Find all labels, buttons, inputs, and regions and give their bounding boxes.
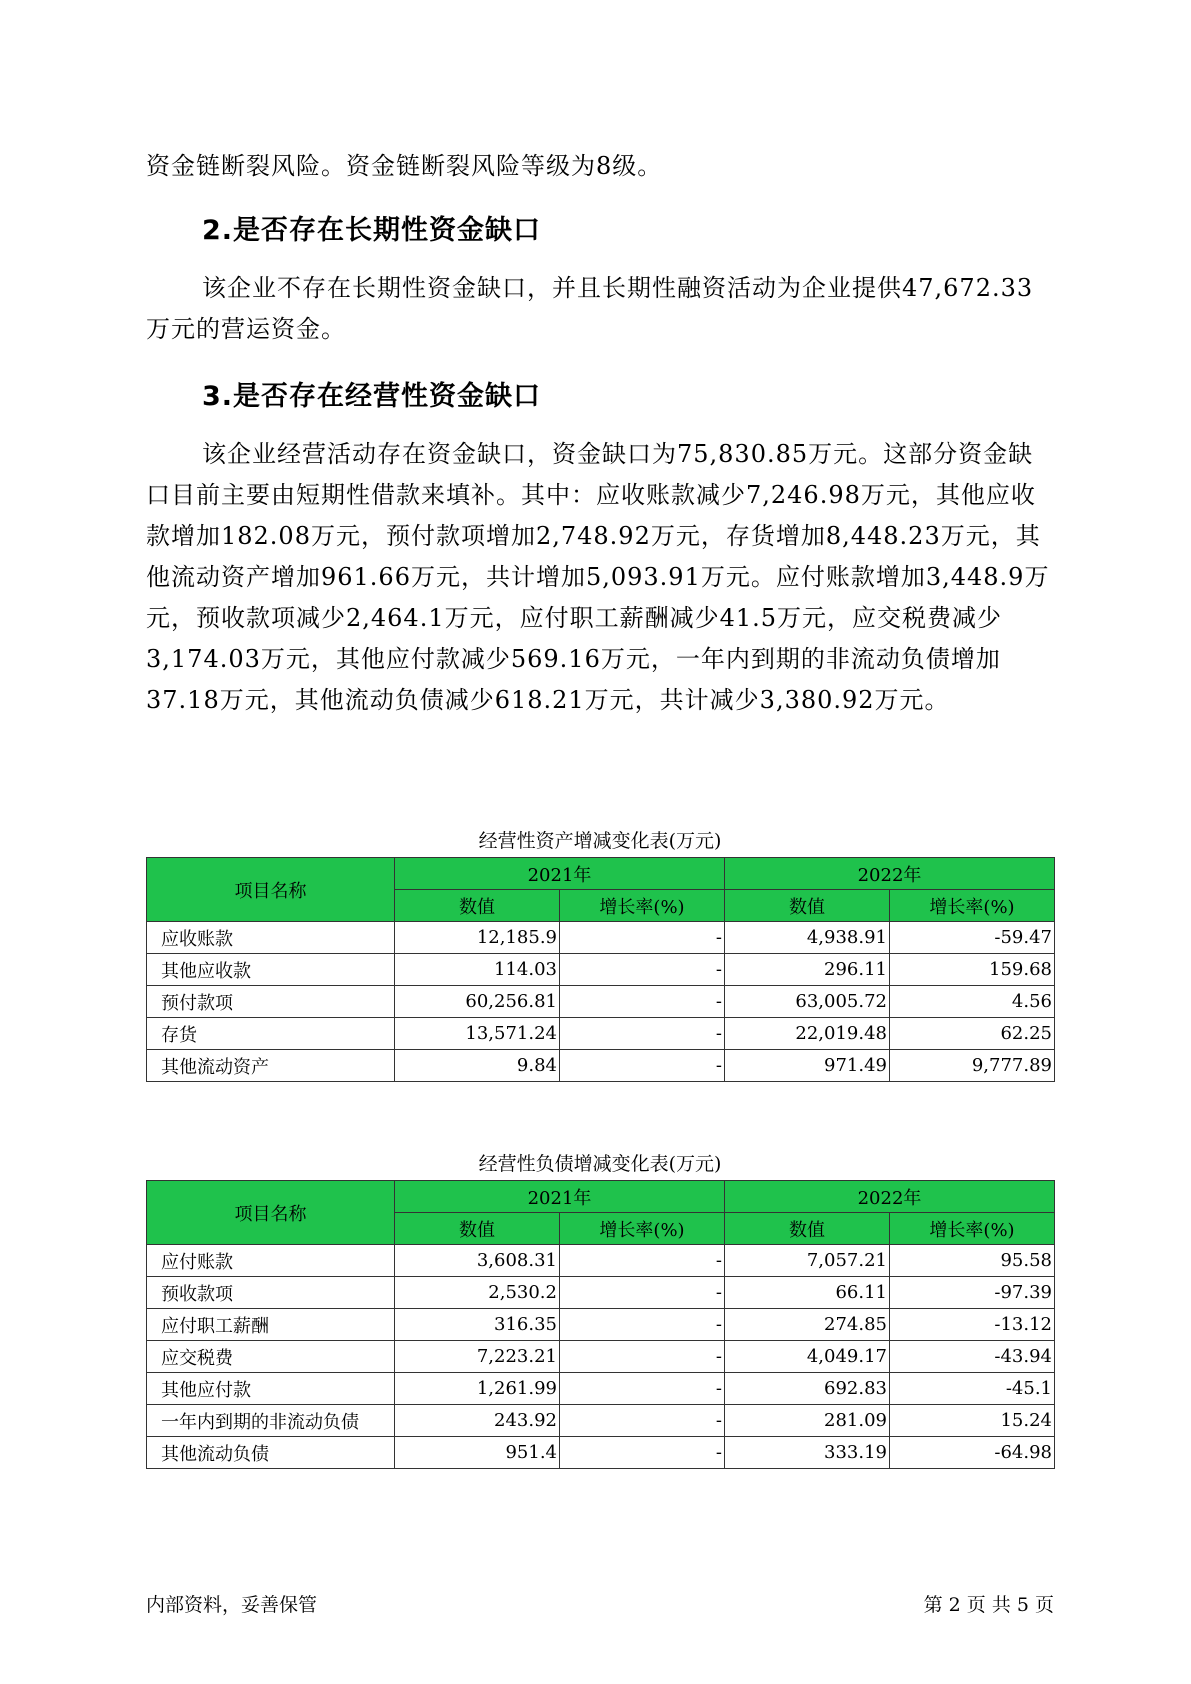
- row-value-2021: 2,530.2: [395, 1277, 560, 1309]
- row-growth-2021: -: [560, 1245, 725, 1277]
- row-growth-2022: -59.47: [890, 922, 1055, 954]
- row-value-2021: 13,571.24: [395, 1018, 560, 1050]
- row-growth-2021: -: [560, 954, 725, 986]
- row-value-2021: 12,185.9: [395, 922, 560, 954]
- liabilities-table-caption: 经营性负债增减变化表(万元): [478, 1153, 722, 1175]
- row-item-name: 其他流动负债: [147, 1437, 395, 1469]
- row-growth-2021: -: [560, 1309, 725, 1341]
- row-growth-2021: -: [560, 1277, 725, 1309]
- header-growth-2022: 增长率(%): [890, 1213, 1055, 1245]
- section-heading-operating-gap: 3.是否存在经营性资金缺口: [202, 381, 542, 412]
- row-item-name: 其他流动资产: [147, 1050, 395, 1082]
- row-value-2021: 316.35: [395, 1309, 560, 1341]
- assets-table: [146, 857, 1055, 1082]
- table-row: [147, 1341, 1055, 1373]
- row-growth-2022: 4.56: [890, 986, 1055, 1018]
- table-row: [147, 1277, 1055, 1309]
- row-value-2021: 243.92: [395, 1405, 560, 1437]
- row-value-2021: 1,261.99: [395, 1373, 560, 1405]
- row-item-name: 预付款项: [147, 986, 395, 1018]
- row-item-name: 应付账款: [147, 1245, 395, 1277]
- row-value-2021: 3,608.31: [395, 1245, 560, 1277]
- row-growth-2022: 159.68: [890, 954, 1055, 986]
- row-value-2022: 274.85: [725, 1309, 890, 1341]
- header-year-2022: 2022年: [725, 858, 1055, 890]
- footer-confidential-note: 内部资料，妥善保管: [146, 1594, 318, 1616]
- row-growth-2022: 95.58: [890, 1245, 1055, 1277]
- header-item-name: 项目名称: [147, 858, 395, 922]
- row-item-name: 应付职工薪酬: [147, 1309, 395, 1341]
- row-value-2022: 7,057.21: [725, 1245, 890, 1277]
- row-growth-2021: -: [560, 1341, 725, 1373]
- header-value-2021: 数值: [395, 1213, 560, 1245]
- row-growth-2021: -: [560, 1018, 725, 1050]
- paragraph-long-term-gap: 该企业不存在长期性资金缺口，并且长期性融资活动为企业提供47,672.33万元的营运资金。: [146, 274, 1034, 343]
- row-value-2021: 9.84: [395, 1050, 560, 1082]
- row-value-2021: 951.4: [395, 1437, 560, 1469]
- assets-table-caption: 经营性资产增减变化表(万元): [478, 830, 722, 852]
- row-growth-2022: -64.98: [890, 1437, 1055, 1469]
- row-value-2021: 60,256.81: [395, 986, 560, 1018]
- table-row: [147, 1245, 1055, 1277]
- row-value-2022: 692.83: [725, 1373, 890, 1405]
- row-growth-2022: -45.1: [890, 1373, 1055, 1405]
- table-row: [147, 1373, 1055, 1405]
- header-value-2021: 数值: [395, 890, 560, 922]
- table-row: [147, 1018, 1055, 1050]
- table-row: [147, 954, 1055, 986]
- row-item-name: 其他应收款: [147, 954, 395, 986]
- row-value-2022: 4,049.17: [725, 1341, 890, 1373]
- row-growth-2022: 9,777.89: [890, 1050, 1055, 1082]
- header-year-2021: 2021年: [395, 858, 725, 890]
- row-growth-2021: -: [560, 1050, 725, 1082]
- table-header-row: [147, 858, 1055, 890]
- row-value-2022: 22,019.48: [725, 1018, 890, 1050]
- header-year-2021: 2021年: [395, 1181, 725, 1213]
- liabilities-table: [146, 1180, 1055, 1469]
- row-growth-2021: -: [560, 1405, 725, 1437]
- table-row: [147, 922, 1055, 954]
- row-value-2022: 971.49: [725, 1050, 890, 1082]
- table-row: [147, 1405, 1055, 1437]
- table-row: [147, 1050, 1055, 1082]
- row-item-name: 预收款项: [147, 1277, 395, 1309]
- row-growth-2021: -: [560, 922, 725, 954]
- row-value-2021: 114.03: [395, 954, 560, 986]
- row-value-2021: 7,223.21: [395, 1341, 560, 1373]
- footer-page-number: 第 2 页 共 5 页: [923, 1594, 1054, 1616]
- table-row: [147, 986, 1055, 1018]
- section-heading-long-term-gap: 2.是否存在长期性资金缺口: [202, 215, 542, 246]
- row-growth-2021: -: [560, 986, 725, 1018]
- row-growth-2021: -: [560, 1373, 725, 1405]
- table-row: [147, 1309, 1055, 1341]
- header-growth-2021: 增长率(%): [560, 1213, 725, 1245]
- row-growth-2022: 15.24: [890, 1405, 1055, 1437]
- header-growth-2021: 增长率(%): [560, 890, 725, 922]
- row-value-2022: 333.19: [725, 1437, 890, 1469]
- row-value-2022: 63,005.72: [725, 986, 890, 1018]
- row-value-2022: 296.11: [725, 954, 890, 986]
- header-value-2022: 数值: [725, 890, 890, 922]
- header-growth-2022: 增长率(%): [890, 890, 1055, 922]
- row-growth-2022: -43.94: [890, 1341, 1055, 1373]
- row-value-2022: 281.09: [725, 1405, 890, 1437]
- row-growth-2021: -: [560, 1437, 725, 1469]
- table-row: [147, 1437, 1055, 1469]
- header-item-name: 项目名称: [147, 1181, 395, 1245]
- row-item-name: 应交税费: [147, 1341, 395, 1373]
- row-growth-2022: -13.12: [890, 1309, 1055, 1341]
- header-year-2022: 2022年: [725, 1181, 1055, 1213]
- row-item-name: 其他应付款: [147, 1373, 395, 1405]
- row-value-2022: 66.11: [725, 1277, 890, 1309]
- table-header-row: [147, 1181, 1055, 1213]
- row-item-name: 应收账款: [147, 922, 395, 954]
- header-value-2022: 数值: [725, 1213, 890, 1245]
- row-growth-2022: -97.39: [890, 1277, 1055, 1309]
- row-value-2022: 4,938.91: [725, 922, 890, 954]
- paragraph-operating-gap: 该企业经营活动存在资金缺口，资金缺口为75,830.85万元。这部分资金缺口目前主要由短期性借款来填补。其中：应收账款减少7,246.98万元，其他应收款增加182.08万元，预付款项增加2,748.92万元，存货增加8,448.23万元，其他流动资产增加961.66万元，共计增加5,093.91万元。应付账款增加3,448.9万元，预收款项减少2,464.1万元，应付职工薪酬减少41.5万元，应交税费减少3,174.03万元，其他应付款减少569.16万元，一年内到期的非流动负债增加37.18万元，其他流动负债减少618.21万元，共计减少3,380.92万元。: [146, 440, 1050, 714]
- row-item-name: 存货: [147, 1018, 395, 1050]
- row-growth-2022: 62.25: [890, 1018, 1055, 1050]
- paragraph-risk-level: 资金链断裂风险。资金链断裂风险等级为8级。: [146, 152, 663, 180]
- row-item-name: 一年内到期的非流动负债: [147, 1405, 395, 1437]
